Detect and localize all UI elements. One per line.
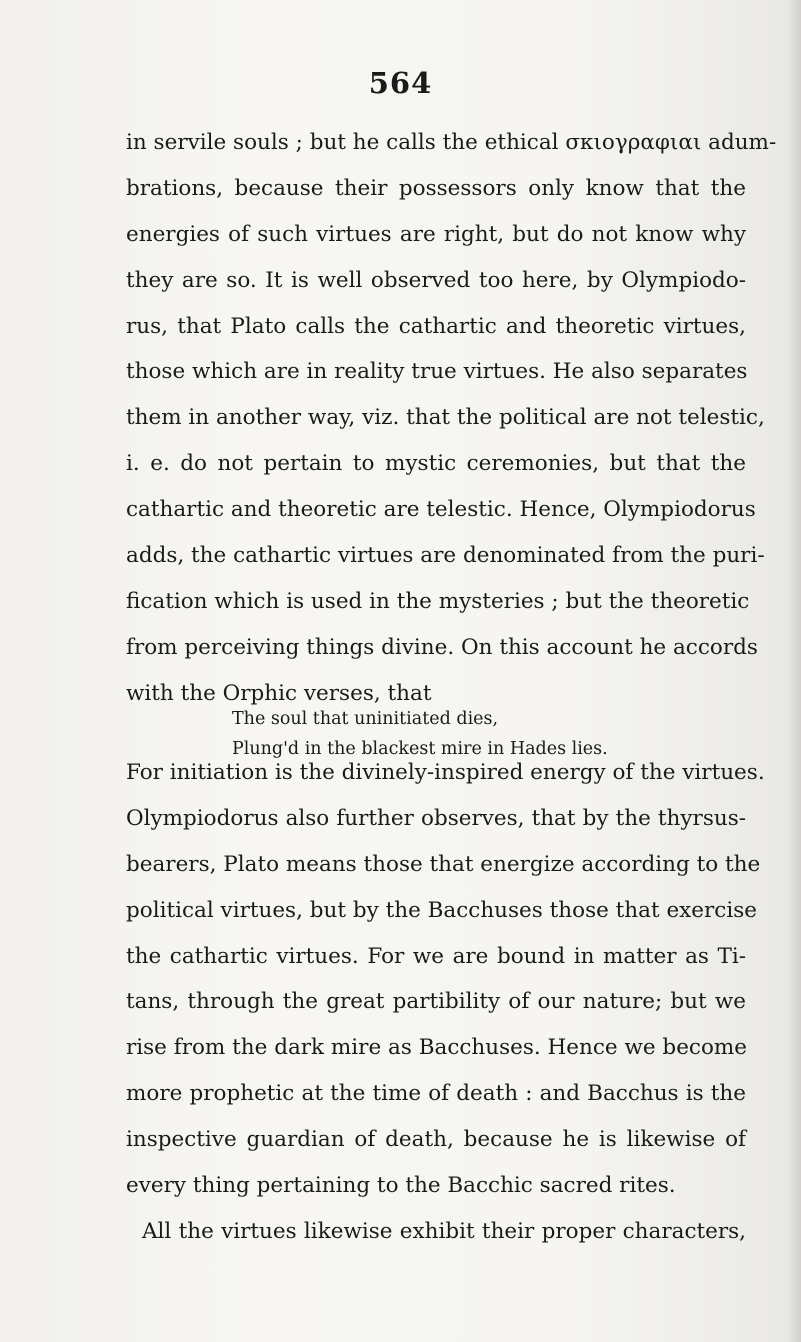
text-line: i. e. do not pertain to mystic ceremonies, but that the: [126, 451, 746, 477]
paragraph-1: [126, 120, 777, 717]
text-line: every thing pertaining to the Bacchic sacred rites.: [126, 1173, 676, 1199]
text-line: tans, through the great partibility of our nature; but we: [126, 989, 746, 1015]
text-line: adds, the cathartic virtues are denominated from the puri-: [126, 543, 765, 569]
paragraph-2: [126, 750, 765, 1255]
text-line: fication which is used in the mysteries ; but the theoretic: [126, 588, 750, 614]
text-line: rise from the dark mire as Bacchuses. Hence we become: [126, 1035, 748, 1061]
text-line: in servile souls ; but he calls the ethical σκιογραφιαι adum-: [126, 130, 777, 155]
text-line: cathartic and theoretic are telestic. Hence, Olympiodorus: [126, 497, 756, 523]
text-line: those which are in reality true virtues. He also separates: [126, 359, 748, 385]
text-line: bearers, Plato means those that energize according to the: [126, 851, 761, 877]
text-line: the cathartic virtues. For we are bound in matter as Ti-: [126, 943, 746, 969]
verse-line: Plung'd in the blackest mire in Hades lies.: [232, 739, 608, 759]
text-line: For initiation is the divinely-inspired energy of the virtues.: [126, 760, 765, 785]
text-line: them in another way, viz. that the political are not telestic,: [126, 405, 765, 431]
text-line: with the Orphic verses, that: [126, 680, 432, 706]
page-number: 564: [368, 66, 433, 100]
text-line: political virtues, but by the Bacchuses those that exercise: [126, 897, 757, 923]
text-line: rus, that Plato calls the cathartic and theoretic virtues,: [126, 313, 746, 339]
text-line: they are so. It is well observed too here, by Olympiodo-: [126, 267, 746, 293]
text-line: more prophetic at the time of death : and Bacchus is the: [126, 1081, 746, 1107]
text-line: from perceiving things divine. On this account he accords: [126, 634, 758, 660]
text-line: brations, because their possessors only know that the: [126, 175, 746, 201]
text-line: inspective guardian of death, because he is likewise of: [126, 1127, 746, 1153]
verse-line: The soul that uninitiated dies,: [232, 709, 499, 729]
text-line: energies of such virtues are right, but do not know why: [126, 221, 746, 247]
text-line: All the virtues likewise exhibit their proper characters,: [142, 1218, 746, 1244]
text-line: Olympiodorus also further observes, that by the thyrsus-: [126, 805, 746, 831]
page-edge-shadow: [787, 0, 801, 1342]
